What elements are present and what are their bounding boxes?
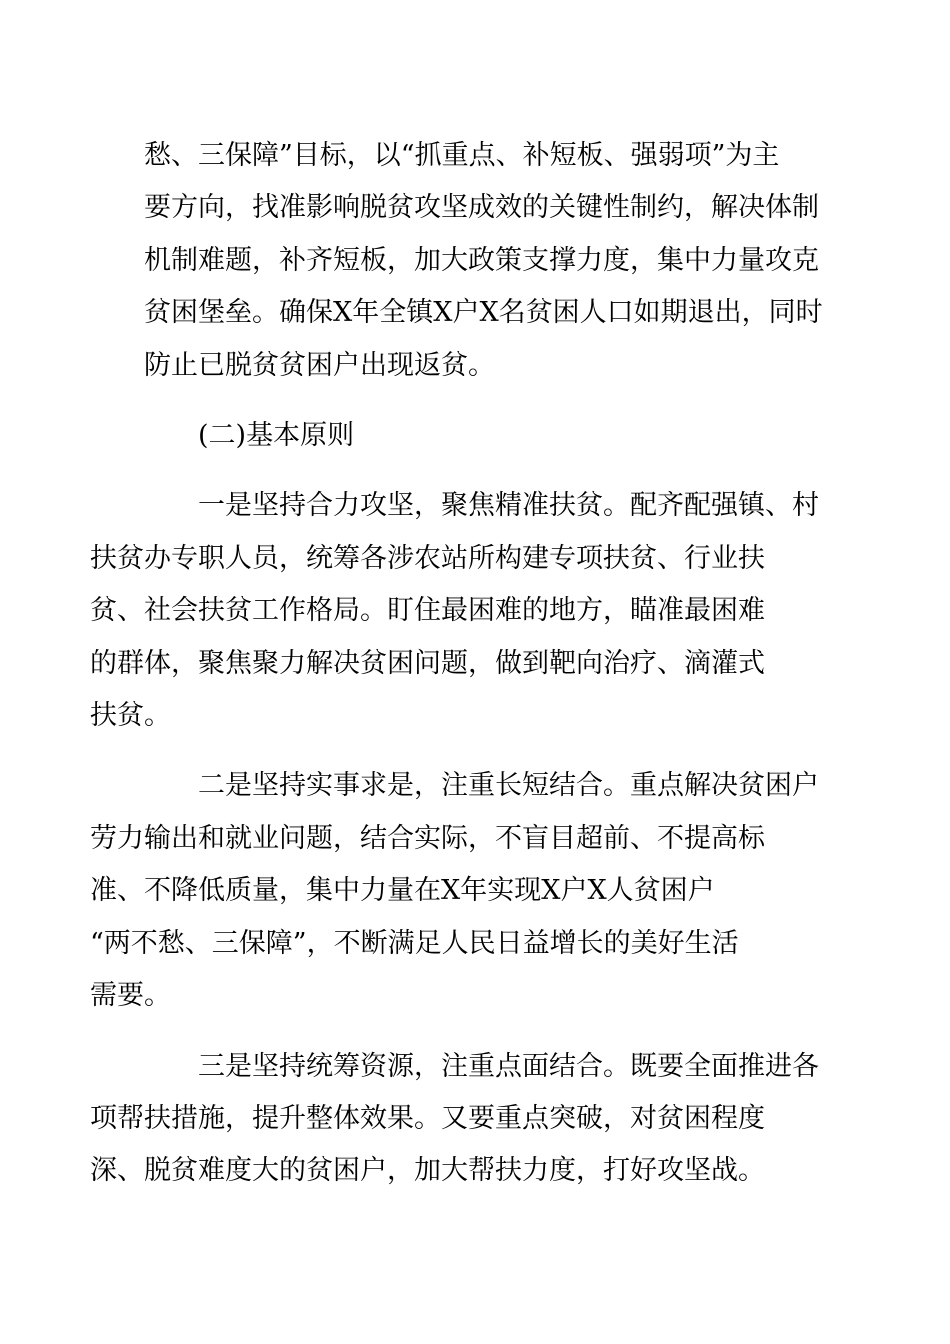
text-line: 要方向，找准影响脱贫攻坚成效的关键性制约，解决体制 bbox=[144, 192, 819, 224]
text-line: 项帮扶措施，提升整体效果。又要重点突破，对贫困程度 bbox=[90, 1102, 765, 1134]
paragraph-principle-1 bbox=[90, 480, 819, 742]
text-line: 二是坚持实事求是，注重长短结合。重点解决贫困户 bbox=[198, 770, 819, 802]
text-line: 愁、三保障”目标，以“抓重点、补短板、强弱项”为主 bbox=[144, 140, 780, 171]
paragraph-principle-2 bbox=[90, 760, 819, 1022]
text-line: 贫、社会扶贫工作格局。盯住最困难的地方，瞄准最困难 bbox=[90, 595, 765, 627]
text-line: 劳力输出和就业问题，结合实际，不盲目超前、不提高标 bbox=[90, 822, 765, 854]
text-line: 扶贫。 bbox=[90, 700, 171, 732]
text-line: 防止已脱贫贫困户出现返贫。 bbox=[144, 349, 495, 381]
text-line: “两不愁、三保障”，不断满足人民日益增长的美好生活 bbox=[90, 927, 739, 959]
text-line: 机制难题，补齐短板，加大政策支撑力度，集中力量攻克 bbox=[144, 244, 819, 276]
text-line: 扶贫办专职人员，统筹各涉农站所构建专项扶贫、行业扶 bbox=[90, 542, 765, 574]
text-line: 贫困堡垒。确保X年全镇X户X名贫困人口如期退出，同时 bbox=[144, 297, 823, 329]
text-line: 深、脱贫难度大的贫困户，加大帮扶力度，打好攻坚战。 bbox=[90, 1155, 765, 1187]
document-body bbox=[90, 130, 823, 1198]
paragraph-goal-continued bbox=[144, 130, 823, 392]
section-heading-text: (二)基本原则 bbox=[198, 420, 355, 452]
section-heading bbox=[144, 410, 814, 462]
paragraph-principle-3 bbox=[90, 1041, 819, 1198]
text-line: 一是坚持合力攻坚，聚焦精准扶贫。配齐配强镇、村 bbox=[198, 490, 819, 522]
text-line: 三是坚持统筹资源，注重点面结合。既要全面推进各 bbox=[198, 1050, 819, 1082]
text-line: 需要。 bbox=[90, 980, 171, 1012]
text-line: 准、不降低质量，集中力量在X年实现X户X人贫困户 bbox=[90, 875, 715, 907]
text-line: 的群体，聚焦聚力解决贫困问题，做到靶向治疗、滴灌式 bbox=[90, 647, 765, 679]
